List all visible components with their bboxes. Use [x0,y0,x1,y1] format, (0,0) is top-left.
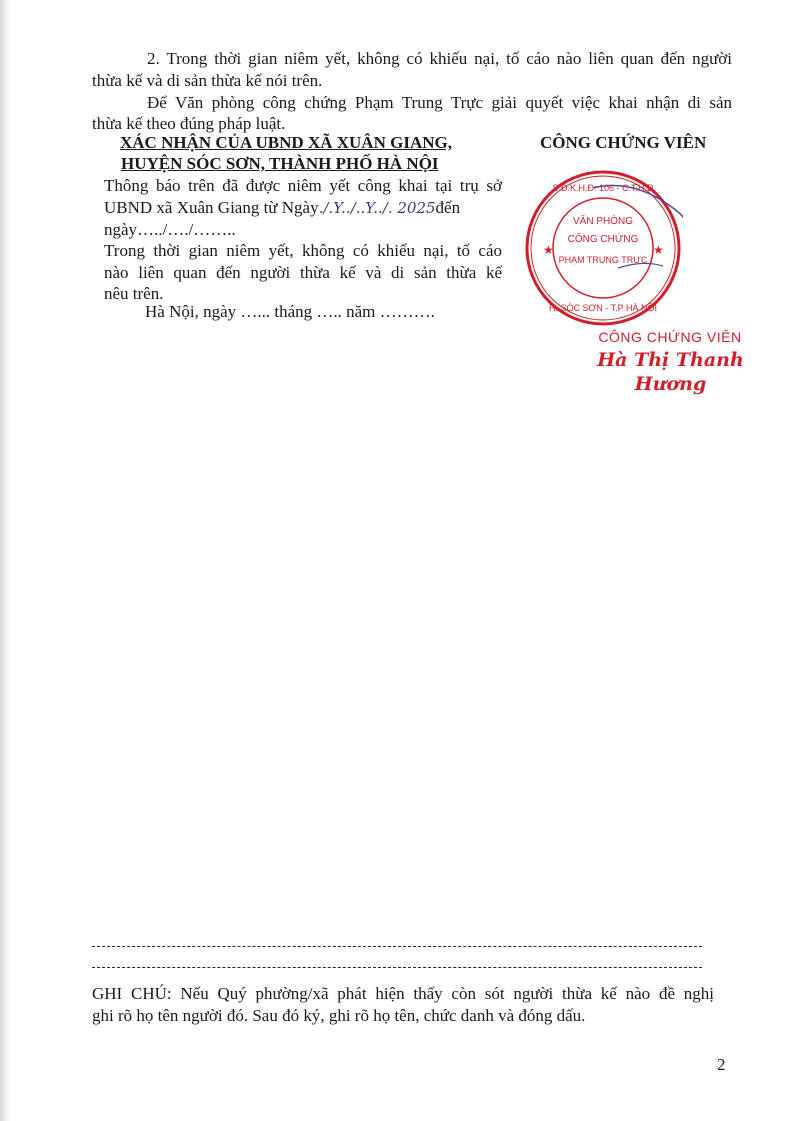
paragraph-3-line-2: thừa kế theo đúng pháp luật. [92,114,286,133]
svg-text:★: ★ [543,243,554,257]
confirmation-heading-line-1: XÁC NHẬN CỦA UBND XÃ XUÂN GIANG, [120,133,452,152]
confirmation-date-line: Hà Nội, ngày …... tháng ….. năm ………. [145,302,435,321]
confirmation-line-6: nêu trên. [104,284,164,303]
stamp-top-text: S.Đ.K.H.Đ: 106 - C.T.H.Đ [552,183,654,193]
confirmation-line-4: Trong thời gian niêm yết, không có khiếu nại, tố cáo [104,241,502,260]
scan-edge-shadow [0,0,10,1121]
footer-note-line-2: ghi rõ họ tên người đó. Sau đó ký, ghi rõ họ tên, chức danh và đóng dấu. [92,1006,586,1025]
footer-note-line-1: GHI CHÚ: Nếu Quý phường/xã phát hiện thấy còn sót người thừa kế nào đề nghị [92,984,714,1003]
notary-stamp [523,168,683,328]
page-number: 2 [717,1055,726,1074]
paragraph-2-line-2: thừa kế và di sản thừa kế nói trên. [92,71,323,90]
signature-title: CÔNG CHỨNG VIÊN [598,329,742,345]
handwritten-date: ./.Y../..Y../. 2025 [318,199,436,217]
paragraph-2-line-1: 2. Trong thời gian niêm yết, không có khiếu nại, tố cáo nào liên quan đến người [147,49,732,68]
svg-text:★: ★ [653,243,664,257]
dashed-divider-2 [92,967,702,968]
stamp-inner-line-2: CÔNG CHỨNG [567,234,639,245]
confirmation-line-2-prefix: UBND xã Xuân Giang từ Ngày [104,198,319,217]
dashed-divider-1 [92,946,702,947]
confirmation-line-1: Thông báo trên đã được niêm yết công khai tại trụ sở [104,176,502,195]
confirmation-line-2-suffix: đến [435,198,461,217]
confirmation-line-5: nào liên quan đến người thừa kế và di sản thừa kế [104,263,502,282]
confirmation-heading-line-2: HUYỆN SÓC SƠN, THÀNH PHỐ HÀ NỘI [121,154,439,173]
confirmation-line-3: ngày…../…./…….. [104,220,236,239]
notary-heading: CÔNG CHỨNG VIÊN [540,133,707,152]
paragraph-3-line-1: Để Văn phòng công chứng Phạm Trung Trực giải quyết việc khai nhận di sản [147,93,732,112]
confirmation-line-2 [104,197,504,219]
stamp-inner-line-1: VĂN PHÒNG [572,216,633,227]
stamp-bottom-text: H. SÓC SƠN - T.P HÀ NỘI [549,303,657,313]
stamp-inner-line-3: PHẠM TRUNG TRỰC [558,255,648,265]
signature-name: Hà Thị Thanh Hương [597,349,744,395]
